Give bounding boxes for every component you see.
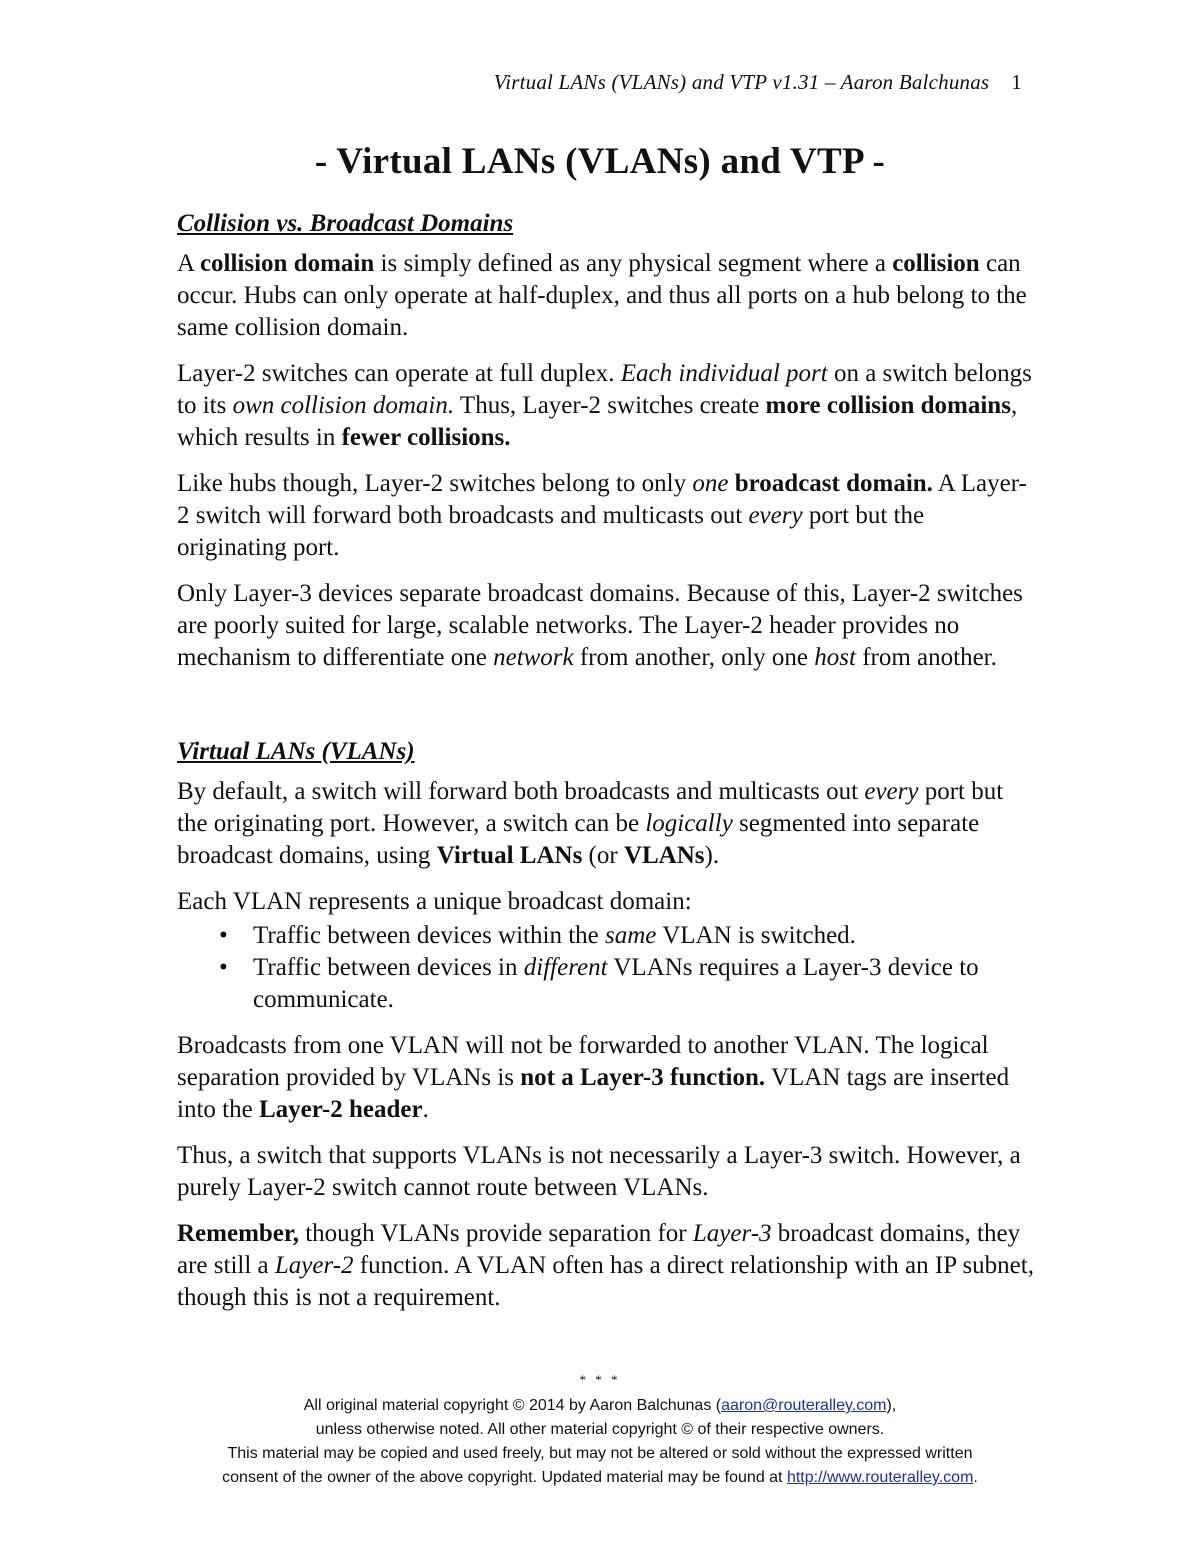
paragraph-layer3-devices: Only Layer-3 devices separate broadcast domains. Because of this, Layer-2 switches are poorly suited for large, scalable networks. The Layer-2 header provides no mechanism to differentiate one network from another, only one host from another. <box>177 580 1023 671</box>
footer-separator: * * * <box>579 1372 621 1387</box>
footer-text: . <box>973 1469 978 1486</box>
italic-text: host <box>814 644 856 671</box>
section-heading-vlans: Virtual LANs (VLANs) <box>177 738 415 765</box>
document-title: - Virtual LANs (VLANs) and VTP - <box>314 141 886 182</box>
paragraph-collision-domain: A collision domain is simply defined as any physical segment where a collision can occur. Hubs can only operate at half-duplex, and thus all ports on a hub belong to the same collision domain. <box>177 250 1027 341</box>
bold-text: Remember, <box>177 1220 299 1247</box>
italic-text: Layer-2 <box>274 1252 354 1279</box>
bold-text: broadcast domain. <box>734 470 933 497</box>
paragraph-vlan-default: By default, a switch will forward both broadcasts and multicasts out every port but the originating port. However, a switch can be logically segmented into separate broadcast domains, using Virtual LANs (or VLANs). <box>177 778 1004 869</box>
paragraph-remember: Remember, though VLANs provide separation for Layer-3 broadcast domains, they are still a Layer-2 function. A VLAN often has a direct relationship with an IP subnet, though this is not a requirement. <box>177 1220 1034 1311</box>
paragraph-vlan-layer3-switch: Thus, a switch that supports VLANs is not necessarily a Layer-3 switch. However, a purely Layer-2 switch cannot route between VLANs. <box>177 1142 1021 1201</box>
bold-text: Virtual LANs <box>436 842 583 869</box>
footer-line-1 <box>0 1394 1200 1418</box>
list-item: • Traffic between devices in different VLANs requires a Layer-3 device to communicate. <box>253 952 1037 1016</box>
page-number: 1 <box>1011 70 1022 94</box>
section-heading-collision-broadcast: Collision vs. Broadcast Domains <box>177 210 514 237</box>
paragraph-vlan-unique: Each VLAN represents a unique broadcast domain: <box>177 888 692 915</box>
italic-text: own collision domain. <box>232 392 455 419</box>
footer-line-4 <box>0 1466 1200 1490</box>
email-link[interactable]: aaron@routeralley.com <box>721 1397 887 1414</box>
footer-line-3: This material may be copied and used freely, but may not be altered or sold without the expressed written <box>227 1445 973 1462</box>
italic-text: different <box>523 954 608 981</box>
bold-text: Layer-2 header <box>258 1096 423 1123</box>
italic-text: logically <box>645 810 733 837</box>
italic-text: network <box>493 644 574 671</box>
document-body <box>177 208 1037 1328</box>
bold-text: fewer collisions. <box>341 424 511 451</box>
paragraph-broadcast-domain: Like hubs though, Layer-2 switches belong to only one broadcast domain. A Layer-2 switch will forward both broadcasts and multicasts out every port but the originating port. <box>177 470 1027 561</box>
paragraph-vlan-broadcasts: Broadcasts from one VLAN will not be forwarded to another VLAN. The logical separation provided by VLANs is not a Layer-3 function. VLAN tags are inserted into the Layer-2 header. <box>177 1032 1010 1123</box>
list-item: • Traffic between devices within the same VLAN is switched. <box>253 920 1037 952</box>
bold-text: VLANs <box>623 842 705 869</box>
italic-text: Each individual port <box>620 360 828 387</box>
running-header <box>0 70 1022 95</box>
italic-text: Layer-3 <box>692 1220 772 1247</box>
italic-text: every <box>748 502 803 529</box>
bold-text: more collision domains <box>765 392 1011 419</box>
website-link[interactable]: http://www.routeralley.com <box>786 1469 974 1486</box>
italic-text: every <box>864 778 919 805</box>
paragraph-layer2-full-duplex: Layer-2 switches can operate at full duplex. Each individual port on a switch belongs to its own collision domain. Thus, Layer-2 switches create more collision domains, which results in fewer collisions. <box>177 360 1032 451</box>
italic-text: one <box>692 470 729 497</box>
footer-line-2: unless otherwise noted. All other material copyright © of their respective owners. <box>315 1421 885 1438</box>
bold-text: not a Layer-3 function. <box>520 1064 766 1091</box>
copyright-footer <box>0 1394 1200 1490</box>
bold-text: collision domain <box>199 250 375 277</box>
footer-text: ), <box>886 1397 897 1414</box>
vlan-bullet-list <box>177 920 1037 1016</box>
italic-text: same <box>605 922 657 949</box>
footer-text: consent of the owner of the above copyright. Updated material may be found at <box>222 1469 787 1486</box>
running-title: Virtual LANs (VLANs) and VTP v1.31 – Aaron Balchunas <box>493 70 990 94</box>
footer-text: All original material copyright © 2014 by Aaron Balchunas ( <box>303 1397 722 1414</box>
bold-text: collision <box>892 250 980 277</box>
